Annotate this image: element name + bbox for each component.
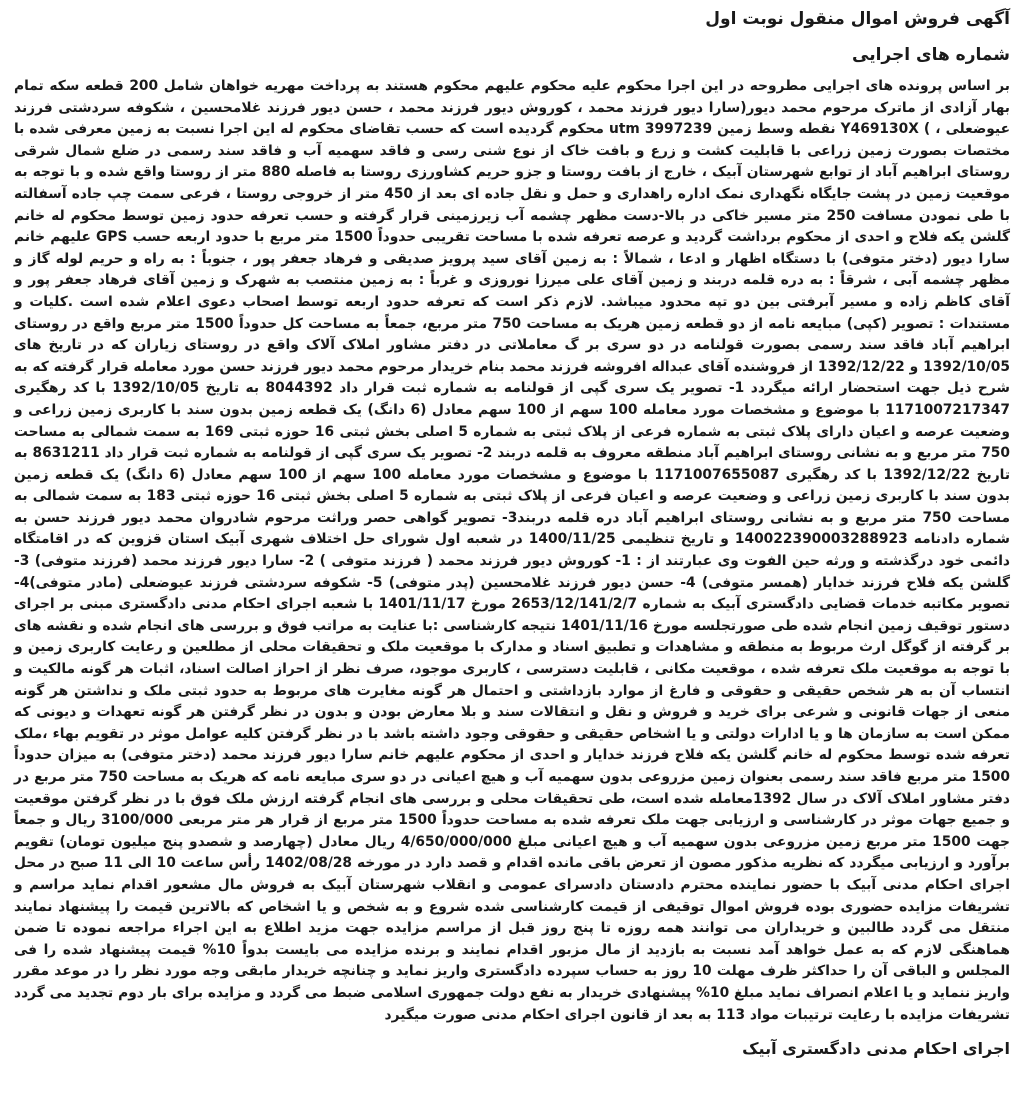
execution-numbers-heading: شماره های اجرایی <box>852 45 1010 65</box>
issuing-authority-signature: اجرای احکام مدنی دادگستری آبیک <box>742 1039 1010 1059</box>
notice-title: آگهی فروش اموال منقول نوبت اول <box>705 9 1010 29</box>
notice-body-text: بر اساس پرونده های اجرایی مطروحه در این اجرا محکوم علیه محکوم علیهم محکوم هستند به پرداخت مهریه خواهان شامل 200 قطعه سکه تمام بهار آزادی از ماترک مرحوم محمد دیور(سارا دیور فرزند محمد ، کوروش دیور فرزند محمد ، حسن دیور فرزند غلامحسین ، شکوفه سردشتی فرزند عیوضعلی ، ) Y469130X نقطه وسط زمین 3997239 utm محکوم گردیده است که حسب تقاضای محکوم له این اجرا نسبت به زمین معرفی شده با مختصات بصورت زمین زراعی با قابلیت کشت و زرع و بافت خاک از نوع شنی رسی و فاقد سهمیه آب و فاقد سند رسمی در ضلع شمال شرقی روستای ابراهیم آباد از توابع شهرستان آبیک ، خارج از بافت روستا و جزو حریم کشاورزی روستا به فاصله 880 متر از روستا واقع شده و با توجه به موقعیت زمین در پشت جایگاه نگهداری نمک اداره راهداری و حمل و نقل جاده ای بعد از 450 متر از خروجی روستا ، فرعی سمت چپ جاده آسفالته با طی نمودن مسافت 250 متر مسیر خاکی در بالا-دست مظهر چشمه آب زیرزمینی قرار گرفته و حسب تعرفه حدود زمین توسط محکوم له خانم گلشن یکه فلاح و احدی از محکوم برداشت گردید و عرصه تعرفه شده با مساحت تقریبی حدوداً 1500 متر مربع با حدود اربعه حسب GPS علیهم خانم سارا دیور (دختر متوفی) با دستگاه اظهار و ادعا ، شمالاً : به زمین آقای سید پرویز صدیقی و فرهاد جعفر پور ، جنوباً : به راه و حریم لوله گاز و مظهر چشمه آبی ، شرقاً : به دره قلمه دربند و زمین آقای علی میرزا نوروزی و غرباً : به زمین منتصب به شهرک و زمین آقای فرهاد جعفر پور و آقای کاظم زاده و مسیر آبرفتی بین دو تپه محدود میباشد. لازم ذکر است که تعرفه حدود اربعه توسط اصحاب دعوی اعلام شده است .کلیات و مستندات : تصویر (کپی) مبایعه نامه از دو قطعه زمین هریک به مساحت 750 متر مربع، جمعاً به مساحت کل حدوداً 1500 متر مربع واقع در روستای ابراهیم آباد فاقد سند رسمی بصورت قولنامه در دو سری بر گ معاملاتی در دفتر مشاور املاک آلاک واقع در روستای زیاران که در تاریخ های 1392/10/05 و 1392/12/22 از فروشنده آقای عبداله افروشه فرزند محمد بنام خریدار مرحوم محمد دیور فرزند حسن مورد معامله قرار گرفته که به شرح ذیل جهت استحضار ارائه میگردد 1- تصویر یک سری گپی از قولنامه به شماره ثبت قرار داد 8044392 به تاریخ 1392/10/05 با کد رهگیری 1171007217347 با موضوع و مشخصات مورد معامله 100 سهم از 100 سهم معادل (6 دانگ) یک قطعه زمین بدون سند با کاربری زمین زراعی و وضعیت عرصه و اعیان دارای پلاک ثبتی به شماره فرعی از پلاک ثبتی به شماره 5 اصلی بخش ثبتی 16 حوزه ثبتی 169 به سمت شمالی به مساحت 750 متر مربع و به نشانی روستای ابراهیم آباد منطقه معروف به قلمه دربند 2- تصویر یک سری گپی از قولنامه به شماره ثبت قرار داد 8631211 به تاریخ 1392/12/22 با کد رهگیری 1171007655087 با موضوع و مشخصات مورد معامله 100 سهم از 100 سهم معادل (6 دانگ) یک قطعه زمین بدون سند با کاربری زمین زراعی و وضعیت عرصه و اعیان فرعی از پلاک ثبتی به شماره 5 اصلی بخش ثبتی 16 حوزه ثبتی 183 به سمت شمالی به مساحت 750 متر مربع و به نشانی روستای ابراهیم آباد دره قلمه دربند3- تصویر گواهی حصر وراثت مرحوم شادروان محمد دیور فرزند حسن به شماره دادنامه 140022390003288923 و تاریخ تنظیمی 1400/11/25 در شعبه اول شورای حل اختلاف شهری آبیک استان قزوین که در اقامتگاه دائمی خود درگذشته و ورثه حین الفوت وی عبارتند از : 1- کوروش دیور فرزند محمد ( فرزند متوفی ) 2- سارا دیور فرزند محمد (فرزند متوفی) 3- گلشن یکه فلاح فرزند خدایار (همسر متوفی) 4- حسن دیور فرزند غلامحسین (پدر متوفی) 5- شکوفه سردشتی فرزند عیوضعلی (مادر متوفی)4- تصویر مکاتبه خدمات قضایی دادگستری آبیک به شماره 2653/12/141/2/7 مورخ 1401/11/17 با شعبه اجرای احکام مدنی دادگستری مبنی بر اجرای دستور توقیف زمین انجام شده طی صورتجلسه مورخ 1401/11/16 نتیجه کارشناسی :با عنایت به مراتب فوق و بررسی های انجام شده و نقشه های بر گرفته از گوگل ارث مربوط به منطقه و مشاهدات و تطبیق اسناد و مدارک با موقعیت ملک و تحقیقات محلی از مطلعین و رعایت کاربری زمین و با توجه به موقعیت ملک تعرفه شده ، موقعیت مکانی ، قابلیت دسترسی ، کاربری موجود، صرف نظر از احراز اصالت اسناد، اثبات هر گونه مالکیت و انتساب آن به هر شخص حقیقی و حقوقی و فارغ از موارد بازداشتی و احتمال هر گونه مغایرت های مربوط به حدود ثبتی ملک و نداشتن هر گونه منعی از جهات قانونی و شرعی برای خرید و فروش و نقل و انتقالات سند و بلا معارض بودن و بدون در نظر گرفتن هر گونه تعهدات و دیونی که ممکن است به سازمان ها و یا ادارات دولتی و یا اشخاص حقیقی و حقوقی وجود داشته باشد با در نظر گرفتن کلیه عوامل موثر در تقویم بهاء ،ملک تعرفه شده توسط محکوم له خانم گلشن یکه فلاح فرزند خدایار و احدی از محکوم علیهم خانم سارا دیور فرزند محمد (دختر متوفی) به میزان حدوداً 1500 متر مربع فاقد سند رسمی بعنوان زمین مزروعی بدون سهمیه آب و هیچ اعیانی در دو سری مبایعه نامه که هریک به مساحت 750 متر مربع در دفتر مشاور املاک آلاک در سال 1392معامله شده است، طی تحقیقات محلی و بررسی های انجام گرفته ارزش ملک فوق با در نظر گرفتن موقعیت و جمیع جهات موثر در کارشناسی و ارزیابی جهت ملک تعرفه شده به مساحت حدوداً 1500 متر مربع از قرار هر متر مربعی 3100/000 ریال و جمعاً جهت 1500 متر مربع زمین مزروعی بدون سهمیه آب و هیچ اعیانی مبلغ 4/650/000/000 ریال معادل (چهارصد و شصدو پنج میلیون تومان) تقویم برآورد و ارزیابی میگردد که نظریه مذکور مصون از تعرض باقی مانده اقدام و قصد دارد در مورخه 1402/08/28 رأس ساعت 10 الی 11 صبح در محل اجرای احکام مدنی آبیک با حضور نماینده محترم دادستان دادسرای عمومی و انقلاب شهرستان آبیک به فروش مال مشعور اقدام نماید مراسم و تشریفات مزایده حضوری بوده فروش اموال توقیفی از قیمت کارشناسی شده شروع و به شخص و یا اشخاص که بالاترین قیمت را پیشنهاد نمایند منتقل می گردد طالبین و خریداران می توانند همه روزه تا پنج روز قبل از مراسم مزایده جهت مزید اطلاع به این اجراء مراجعه نموده تا ضمن هماهنگی لازم که به عمل خواهد آمد نسبت به بازدید از مال مزبور اقدام نمایند و برنده مزایده می بایست بدواً 10% قیمت پیشنهاد شده را فی المجلس و الباقی آن را حداکثر ظرف مهلت 10 روز به حساب سپرده دادگستری واریز نماید و چنانچه خریدار مابقی وجه مورد نظر را در موعد مقرر واریز ننماید و یا اعلام انصراف نماید مبلغ 10% پیشنهادی خریدار به نفع دولت جمهوری اسلامی ضبط می گردد و مزایده برای بار دوم تجدید می گردد تشریفات مزایده با رعایت ترتیبات مواد 113 به بعد از قانون اجرای احکام مدنی صورت میگیرد <box>14 78 1011 1023</box>
